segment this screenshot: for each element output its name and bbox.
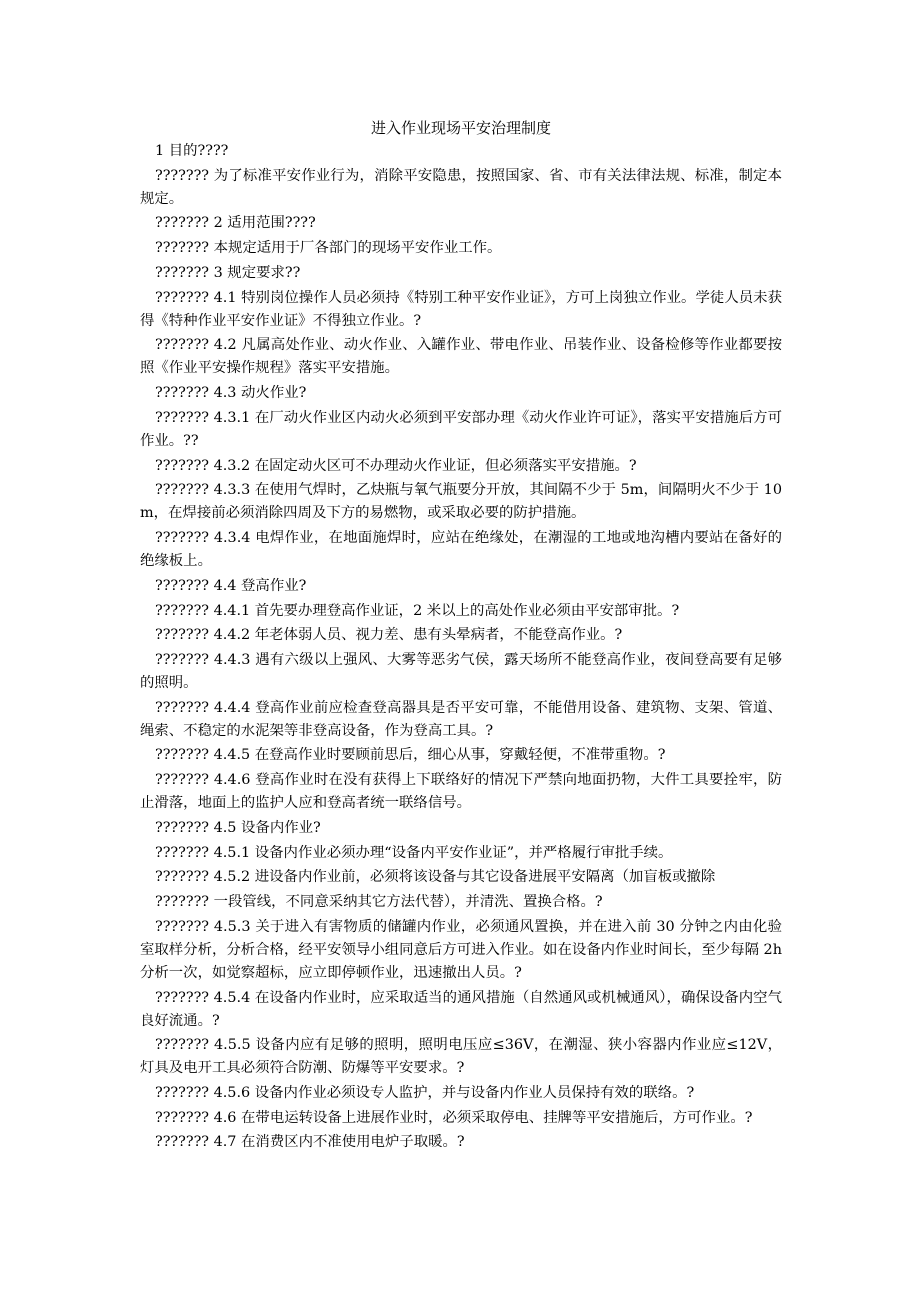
paragraph: ??????? 4.4.3 遇有六级以上强风、大雾等恶劣气侯，露天场所不能登高作业，夜间登高要有足够的照明。 [140, 651, 782, 691]
paragraph: ??????? 4.3.3 在使用气焊时，乙炔瓶与氧气瓶要分开放，其间隔不少于 5m，间隔明火不少于 10m，在焊接前必须消除四周及下方的易燃物，或采取必要的防护措施。 [140, 482, 782, 522]
paragraph: ??????? 4.3.4 电焊作业，在地面施焊时，应站在绝缘处，在潮湿的工地或地沟槽内要站在备好的绝缘板上。 [140, 530, 782, 570]
paragraph: ??????? 4.7 在消费区内不准使用电炉子取暖。? [155, 1134, 465, 1151]
document-page [140, 118, 782, 1156]
paragraph: ??????? 4.1 特别岗位操作人员必须持《特别工种平安作业证》，方可上岗独立作业。学徒人员未获得《特种作业平安作业证》不得独立作业。? [140, 289, 782, 329]
paragraph: ??????? 一段管线，不同意采纳其它方法代替），并清洗、置换合格。? [155, 893, 603, 910]
paragraph: ??????? 4.5.3 关于进入有害物质的储罐内作业，必须通风置换，并在进入前 30 分钟之内由化验室取样分析，分析合格，经平安领导小组同意后方可进入作业。如在设备内作业时间长，至少每隔 2h 分析一次，如觉察超标，应立即停顿作业，迅速撤出人员。? [140, 918, 782, 981]
paragraph: ??????? 2 适用范围???? [155, 215, 316, 232]
paragraph: ??????? 3 规定要求?? [155, 264, 301, 281]
paragraph: ??????? 4.4.5 在登高作业时要顾前思后，细心从事，穿戴轻便，不准带重物。? [155, 747, 666, 764]
paragraph: ??????? 4.4.6 登高作业时在没有获得上下联络好的情况下严禁向地面扔物，大件工具要拴牢，防止滑落，地面上的监护人应和登高者统一联络信号。 [140, 772, 782, 812]
document-title: 进入作业现场平安治理制度 [370, 119, 551, 137]
paragraph: ??????? 为了标准平安作业行为，消除平安隐患，按照国家、省、市有关法律法规、标准，制定本规定。 [140, 167, 782, 207]
paragraph: ??????? 4.3.1 在厂动火作业区内动火必须到平安部办理《动火作业许可证》，落实平安措施后方可作业。?? [140, 409, 782, 449]
paragraph: ??????? 4.4.4 登高作业前应检查登高器具是否平安可靠，不能借用设备、建筑物、支架、管道、绳索、不稳定的水泥架等非登高设备，作为登高工具。? [140, 699, 782, 739]
paragraph: ??????? 4.5.2 进设备内作业前，必须将该设备与其它设备进展平安隔离（加盲板或撤除 [155, 869, 716, 886]
paragraph: ??????? 4.5 设备内作业? [155, 819, 321, 836]
paragraph: ??????? 4.4 登高作业? [155, 577, 307, 594]
paragraph: ??????? 4.4.1 首先要办理登高作业证，2 米以上的高处作业必须由平安部审批。? [155, 602, 680, 619]
paragraph: ??????? 4.6 在带电运转设备上进展作业时，必须采取停电、挂牌等平安措施后，方可作业。? [155, 1109, 753, 1126]
paragraph: ??????? 4.5.1 设备内作业必须办理“设备内平安作业证”，并严格履行审批手续。 [155, 844, 673, 861]
paragraph: ??????? 4.3.2 在固定动火区可不办理动火作业证，但必须落实平安措施。? [155, 457, 637, 474]
paragraph: ??????? 4.4.2 年老体弱人员、视力差、患有头晕病者，不能登高作业。? [155, 627, 623, 644]
paragraph: 1 目的???? [155, 143, 229, 159]
paragraph: ??????? 4.2 凡属高处作业、动火作业、入罐作业、带电作业、吊装作业、设备检修等作业都要按照《作业平安操作规程》落实平安措施。 [140, 337, 782, 377]
paragraph: ??????? 4.5.5 设备内应有足够的照明，照明电压应≤36V，在潮湿、狭小容器内作业应≤12V，灯具及电开工具必须符合防潮、防爆等平安要求。? [140, 1037, 782, 1077]
document-body [140, 140, 782, 1155]
paragraph: ??????? 本规定适用于厂各部门的现场平安作业工作。 [155, 240, 502, 257]
paragraph: ??????? 4.5.6 设备内作业必须设专人监护，并与设备内作业人员保持有效的联络。? [155, 1085, 695, 1102]
paragraph: ??????? 4.3 动火作业? [155, 385, 307, 402]
paragraph: ??????? 4.5.4 在设备内作业时，应采取适当的通风措施（自然通风或机械通风），确保设备内空气良好流通。? [140, 989, 782, 1029]
